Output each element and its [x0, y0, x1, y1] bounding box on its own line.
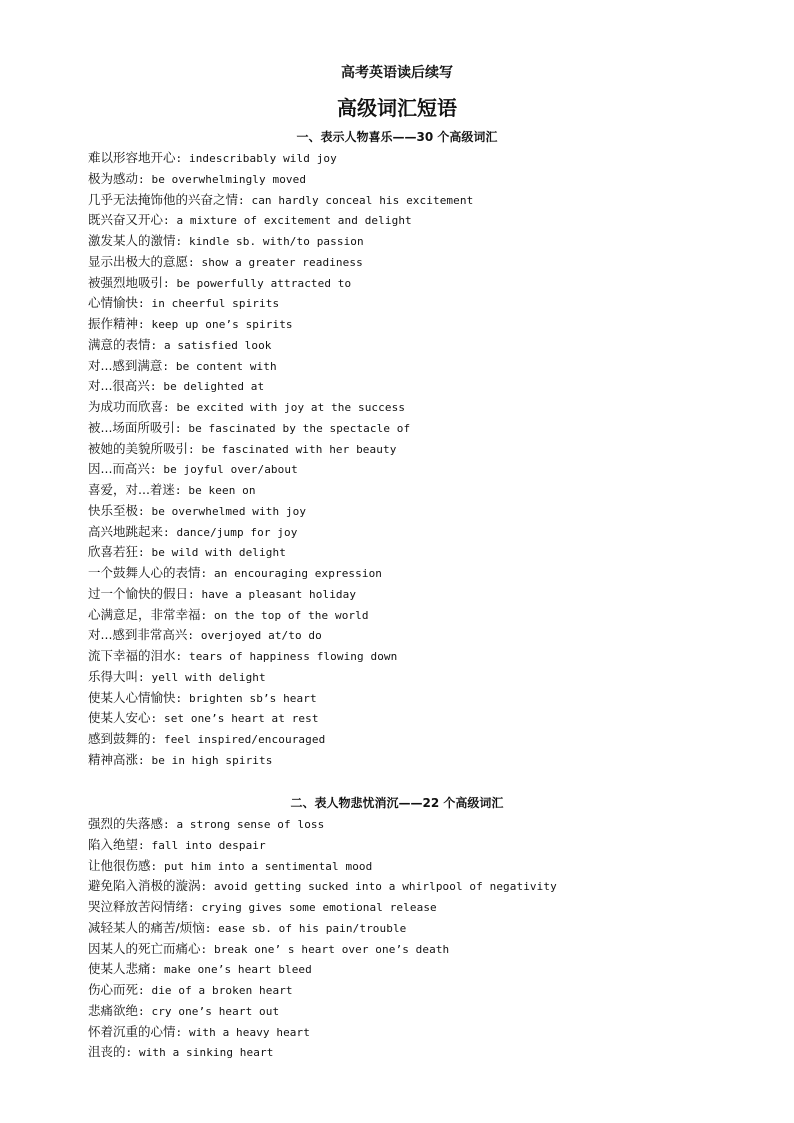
phrase-english: set one’s heart at rest — [163, 712, 319, 726]
phrase-separator: : — [150, 733, 164, 746]
phrase-english: be keen on — [188, 484, 256, 497]
phrase-row — [88, 1042, 768, 1063]
phrase-separator: : — [163, 818, 177, 831]
phrase-chinese: 伤心而死 — [88, 982, 139, 997]
section-heading-joy: 一、表示人物喜乐——30 个高级词汇 — [296, 130, 498, 144]
phrase-english: a strong sense of loss — [176, 818, 325, 831]
phrase-separator: : — [204, 921, 219, 935]
phrase-chinese: 极为感动 — [88, 170, 139, 186]
phrase-separator: : — [149, 380, 164, 394]
phrase-chinese: 几乎无法掩饰他的兴奋之情 — [88, 191, 239, 207]
phrase-separator: : — [188, 255, 202, 269]
phrase-chinese: 沮丧的 — [88, 1044, 126, 1060]
phrase-list-sorrow — [88, 814, 768, 1063]
phrase-separator: : — [138, 504, 152, 518]
phrase-chinese: 激发某人的激情 — [88, 233, 176, 248]
phrase-separator: : — [162, 359, 176, 373]
phrase-separator: : — [150, 859, 164, 873]
phrase-separator: : — [138, 753, 152, 767]
phrase-chinese: 被...场面所吸引 — [88, 419, 175, 435]
phrase-chinese: 心满意足，非常幸福 — [88, 606, 201, 622]
phrase-row — [88, 835, 768, 856]
phrase-english: in cheerful spirits — [151, 297, 280, 311]
phrase-chinese: 让他很伤感 — [88, 857, 151, 873]
phrase-separator: : — [175, 1025, 189, 1039]
phrase-separator: : — [163, 401, 177, 414]
phrase-row — [88, 939, 768, 960]
phrase-row — [88, 729, 768, 750]
phrase-chinese: 流下幸福的泪水 — [88, 648, 176, 663]
phrase-separator: : — [138, 838, 152, 852]
phrase-row — [88, 708, 768, 729]
phrase-english: break one’ s heart over one’s death — [213, 942, 450, 956]
phrase-english: can hardly conceal his excitement — [251, 193, 474, 207]
phrase-chinese: 因某人的死亡而痛心 — [88, 940, 201, 956]
phrase-row — [88, 584, 768, 605]
phrase-row — [88, 1022, 768, 1043]
phrase-separator: : — [125, 1046, 139, 1060]
phrase-chinese: 避免陷入消极的漩涡 — [88, 878, 201, 894]
phrase-separator: : — [138, 984, 152, 997]
phrase-english: yell with delight — [151, 670, 266, 684]
phrase-separator: : — [200, 880, 214, 894]
phrase-separator: : — [150, 338, 164, 352]
phrase-row — [88, 856, 768, 877]
phrase-chinese: 哭泣释放苦闷情绪 — [88, 899, 189, 914]
phrase-english: be overwhelmingly moved — [151, 172, 307, 186]
phrase-chinese: 对...很高兴 — [88, 378, 150, 394]
phrase-chinese: 使某人心情愉快 — [88, 689, 176, 705]
phrase-english: indescribably wild joy — [188, 152, 337, 165]
phrase-list-joy — [88, 148, 768, 771]
phrase-separator: : — [200, 567, 214, 580]
phrase-row — [88, 646, 768, 667]
phrase-english: die of a broken heart — [151, 984, 293, 997]
phrase-row — [88, 273, 768, 294]
phrase-chinese: 悲痛欲绝 — [88, 1002, 139, 1018]
phrase-row — [88, 459, 768, 480]
phrase-chinese: 感到鼓舞的 — [88, 731, 151, 746]
phrase-row — [88, 293, 768, 314]
phrase-chinese: 对...感到非常高兴 — [88, 627, 188, 643]
phrase-chinese: 减轻某人的痛苦/烦恼 — [88, 919, 205, 935]
phrase-separator: : — [138, 670, 152, 684]
phrase-separator: : — [138, 172, 152, 186]
phrase-english: have a pleasant holiday — [201, 587, 357, 601]
phrase-separator: : — [138, 297, 152, 311]
phrase-separator: : — [188, 901, 202, 914]
phrase-row — [88, 231, 768, 252]
phrase-separator: : — [188, 442, 202, 456]
phrase-row — [88, 876, 768, 897]
phrase-row — [88, 335, 768, 356]
phrase-english: a mixture of excitement and delight — [176, 214, 412, 228]
phrase-english: on the top of the world — [213, 608, 369, 622]
phrase-chinese: 强烈的失落感 — [88, 816, 164, 831]
phrase-english: be fascinated by the spectacle of — [188, 421, 411, 435]
phrase-separator: : — [174, 484, 189, 497]
phrase-chinese: 满意的表情 — [88, 336, 151, 352]
section-heading-sorrow: 二、表人物悲忧消沉——22 个高级词汇 — [290, 796, 504, 810]
phrase-row — [88, 376, 768, 397]
phrase-row — [88, 356, 768, 377]
phrase-row — [88, 148, 768, 169]
phrase-english: be in high spirits — [151, 753, 273, 767]
phrase-english: be overwhelmed with joy — [151, 504, 307, 518]
phrase-separator: : — [200, 608, 214, 622]
phrase-english: feel inspired/encouraged — [163, 733, 326, 746]
phrase-separator: : — [163, 276, 177, 290]
phrase-row — [88, 210, 768, 231]
phrase-english: be powerfully attracted to — [176, 276, 352, 290]
phrase-english: keep up one’s spirits — [151, 318, 293, 331]
phrase-chinese: 快乐至极 — [88, 502, 139, 518]
phrase-english: be content with — [175, 359, 277, 373]
phrase-english: an encouraging expression — [213, 567, 383, 580]
phrase-separator: : — [138, 1004, 152, 1018]
phrase-english: avoid getting sucked into a whirlpool of negativity — [213, 880, 557, 894]
document-title: 高考英语读后续写 — [341, 65, 453, 81]
phrase-separator: : — [188, 587, 202, 601]
phrase-english: be fascinated with her beauty — [201, 442, 397, 456]
phrase-separator: : — [138, 318, 152, 331]
phrase-english: put him into a sentimental mood — [163, 859, 373, 873]
phrase-chinese: 乐得大叫 — [88, 668, 139, 684]
phrase-separator: : — [163, 525, 177, 539]
phrase-separator: : — [200, 942, 214, 956]
phrase-chinese: 对...感到满意 — [88, 357, 163, 373]
phrase-chinese: 喜爱，对...着迷 — [88, 482, 175, 497]
phrase-row — [88, 667, 768, 688]
phrase-english: be joyful over/about — [163, 463, 298, 477]
phrase-row — [88, 959, 768, 980]
phrase-row — [88, 480, 768, 501]
phrase-separator: : — [174, 421, 189, 435]
phrase-separator: : — [175, 152, 189, 165]
phrase-chinese: 振作精神 — [88, 316, 139, 331]
phrase-chinese: 因...而高兴 — [88, 461, 150, 477]
phrase-chinese: 显示出极大的意愿 — [88, 253, 189, 269]
phrase-row — [88, 169, 768, 190]
phrase-row — [88, 522, 768, 543]
phrase-row — [88, 897, 768, 918]
phrase-chinese: 一个鼓舞人心的表情 — [88, 565, 201, 580]
phrase-english: ease sb. of his pain/trouble — [218, 921, 407, 935]
phrase-separator: : — [150, 712, 164, 726]
phrase-english: cry one’s heart out — [151, 1004, 280, 1018]
phrase-separator: : — [150, 963, 164, 977]
phrase-english: brighten sb’s heart — [188, 691, 317, 705]
phrase-english: overjoyed at/to do — [200, 629, 322, 643]
phrase-chinese: 既兴奋又开心 — [88, 212, 164, 228]
phrase-separator: : — [163, 214, 177, 228]
phrase-separator: : — [175, 235, 189, 248]
phrase-row — [88, 918, 768, 939]
phrase-row — [88, 439, 768, 460]
phrase-english: be wild with delight — [151, 546, 286, 560]
phrase-chinese: 被强烈地吸引 — [88, 274, 164, 290]
phrase-separator: : — [149, 463, 164, 477]
phrase-english: dance/jump for joy — [176, 525, 298, 539]
phrase-row — [88, 688, 768, 709]
phrase-chinese: 心情愉快 — [88, 295, 139, 311]
phrase-separator: : — [138, 546, 152, 560]
phrase-chinese: 欣喜若狂 — [88, 544, 139, 560]
phrase-separator: : — [238, 193, 252, 207]
phrase-chinese: 难以形容地开心 — [88, 150, 176, 165]
phrase-row — [88, 750, 768, 771]
document-subtitle: 高级词汇短语 — [337, 96, 457, 120]
phrase-row — [88, 397, 768, 418]
phrase-separator: : — [187, 629, 201, 643]
phrase-chinese: 过一个愉快的假日 — [88, 585, 189, 601]
phrase-chinese: 陷入绝望 — [88, 836, 139, 852]
phrase-row — [88, 418, 768, 439]
phrase-chinese: 被她的美貌所吸引 — [88, 440, 189, 456]
phrase-row — [88, 625, 768, 646]
phrase-chinese: 为成功而欣喜 — [88, 399, 164, 414]
phrase-english: make one’s heart bleed — [163, 963, 312, 977]
phrase-chinese: 使某人悲痛 — [88, 961, 151, 977]
phrase-row — [88, 980, 768, 1001]
phrase-row — [88, 501, 768, 522]
phrase-english: crying gives some emotional release — [201, 901, 437, 914]
phrase-english: kindle sb. with/to passion — [188, 235, 364, 248]
phrase-chinese: 使某人安心 — [88, 710, 151, 726]
phrase-row — [88, 563, 768, 584]
phrase-row — [88, 314, 768, 335]
phrase-english: with a sinking heart — [138, 1046, 274, 1060]
phrase-row — [88, 814, 768, 835]
phrase-english: show a greater readiness — [201, 255, 363, 269]
phrase-english: be excited with joy at the success — [176, 401, 406, 414]
phrase-row — [88, 542, 768, 563]
phrase-english: be delighted at — [163, 380, 265, 394]
phrase-english: with a heavy heart — [188, 1025, 310, 1039]
phrase-chinese: 精神高涨 — [88, 751, 139, 767]
phrase-english: tears of happiness flowing down — [188, 650, 398, 663]
phrase-separator: : — [175, 650, 189, 663]
phrase-row — [88, 252, 768, 273]
phrase-separator: : — [175, 691, 189, 705]
phrase-row — [88, 190, 768, 211]
phrase-row — [88, 605, 768, 626]
phrase-english: a satisfied look — [163, 338, 272, 352]
phrase-chinese: 高兴地跳起来 — [88, 523, 164, 539]
phrase-chinese: 怀着沉重的心情 — [88, 1023, 176, 1039]
phrase-english: fall into despair — [151, 838, 266, 852]
phrase-row — [88, 1001, 768, 1022]
